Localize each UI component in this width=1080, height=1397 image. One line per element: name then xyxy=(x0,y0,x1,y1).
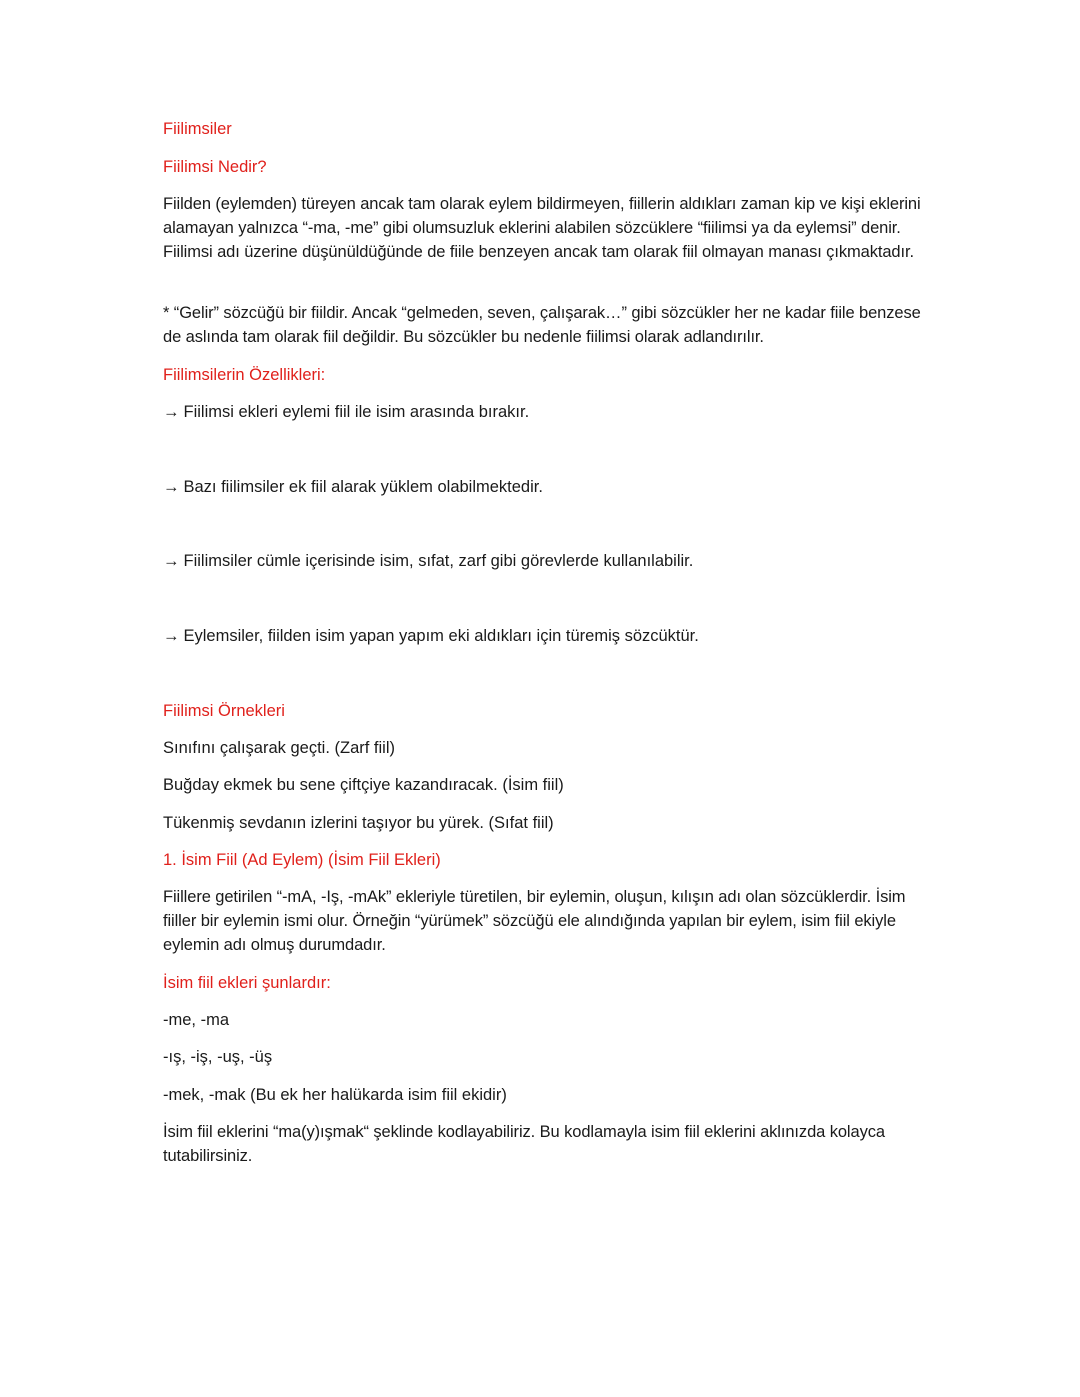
page-title: Fiilimsiler xyxy=(163,120,232,138)
section1-paragraph: Fiillere getirilen “-mA, -Iş, -mAk” ekleriyle türetilen, bir eylemin, oluşun, kılışın adı olan sözcüklerdir. İsim fiiller bir eylemin ismi olur. Örneğin “yürümek” sözcüğü ele alındığında yapılan bir eylem, isim fiil ekiyle eylemin adı olmuş durumdadır. xyxy=(163,888,906,954)
suffix-item: -mek, -mak (Bu ek her halükarda isim fiil ekidir) xyxy=(163,1086,507,1104)
feature-item xyxy=(163,400,923,424)
example-item: Sınıfını çalışarak geçti. (Zarf fiil) xyxy=(163,739,395,757)
example-item: Tükenmiş sevdanın izlerini taşıyor bu yürek. (Sıfat fiil) xyxy=(163,814,554,832)
feature-item xyxy=(163,549,923,573)
arrow-icon: → xyxy=(163,478,180,496)
feature-text: Fiilimsi ekleri eylemi fiil ile isim arasında bırakır. xyxy=(183,403,530,421)
arrow-icon: → xyxy=(163,403,180,421)
subtitle-what-is: Fiilimsi Nedir? xyxy=(163,158,267,176)
feature-item xyxy=(163,475,923,499)
features-heading: Fiilimsilerin Özellikleri: xyxy=(163,366,326,384)
feature-item xyxy=(163,624,923,648)
examples-heading: Fiilimsi Örnekleri xyxy=(163,702,285,720)
section1-heading: 1. İsim Fiil (Ad Eylem) (İsim Fiil Ekleri) xyxy=(163,851,441,869)
feature-text: Eylemsiler, fiilden isim yapan yapım eki aldıkları için türemiş sözcüktür. xyxy=(183,627,699,645)
arrow-icon: → xyxy=(163,627,180,645)
suffix-item: -ış, -iş, -uş, -üş xyxy=(163,1048,273,1066)
intro-paragraph: Fiilden (eylemden) türeyen ancak tam olarak eylem bildirmeyen, fiillerin aldıkları zaman kip ve kişi eklerini alamayan yalnızca “-ma, -me” gibi olumsuzluk eklerini alabilen sözcüklere “fiilimsi ya da eylemsi” denir. Fiilimsi adı üzerine düşünüldüğünde de fiile benzeyen ancak tam olarak fiil olmayan manası çıkmaktadır. xyxy=(163,195,921,261)
feature-text: Fiilimsiler cümle içerisinde isim, sıfat, zarf gibi görevlerde kullanılabilir. xyxy=(183,552,694,570)
suffixes-heading: İsim fiil ekleri şunlardır: xyxy=(163,974,331,992)
feature-text: Bazı fiilimsiler ek fiil alarak yüklem olabilmektedir. xyxy=(183,478,543,496)
closing-paragraph: İsim fiil eklerini “ma(y)ışmak“ şeklinde kodlayabiliriz. Bu kodlamayla isim fiil eklerini aklınızda kolayca tutabilirsiniz. xyxy=(163,1123,885,1165)
arrow-icon: → xyxy=(163,552,180,570)
example-item: Buğday ekmek bu sene çiftçiye kazandıracak. (İsim fiil) xyxy=(163,776,564,794)
note-paragraph: * “Gelir” sözcüğü bir fiildir. Ancak “gelmeden, seven, çalışarak…” gibi sözcükler her ne kadar fiile benzese de aslında tam olarak fiil değildir. Bu sözcükler bu nedenle fiilimsi olarak adlandırılır. xyxy=(163,304,921,346)
suffix-item: -me, -ma xyxy=(163,1011,229,1029)
